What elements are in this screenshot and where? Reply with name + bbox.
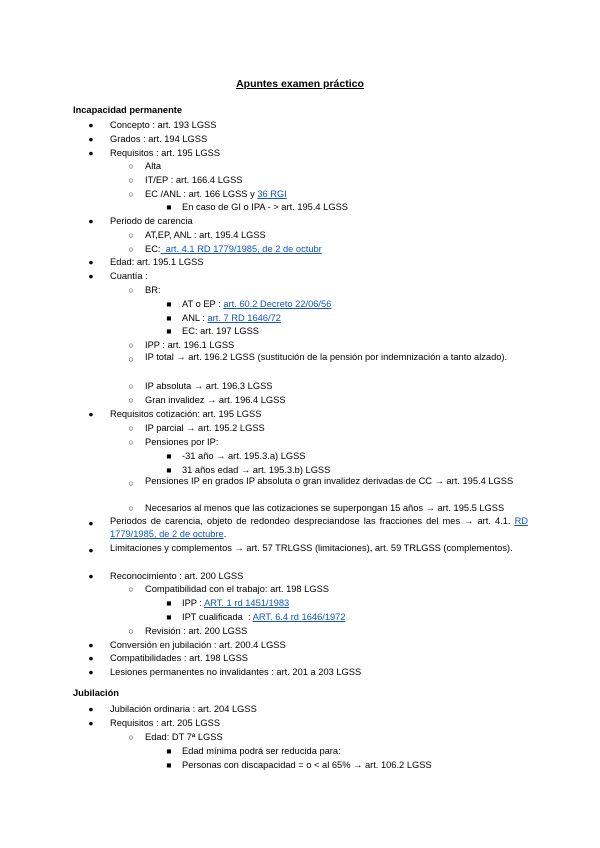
list-item: Personas con discapacidad = o < al 65% → art. 106.2 LGSS (182, 760, 432, 770)
bullet: ○ (128, 584, 134, 594)
bullet: ○ (128, 478, 134, 488)
bullet: ● (88, 120, 94, 130)
list-item: Concepto : art. 193 LGSS (110, 120, 217, 130)
list-item: Jubilación ordinaria : art. 204 LGSS (110, 704, 257, 714)
list-item: Edad: DT 7ª LGSS (145, 732, 223, 742)
list-item: Pensiones por IP: (145, 437, 219, 447)
document-title: Apuntes examen práctico (236, 78, 364, 90)
bullet: ○ (128, 732, 134, 742)
bullet: ● (88, 216, 94, 226)
bullet: ● (88, 134, 94, 144)
bullet: ○ (128, 354, 134, 364)
bullet: ■ (166, 326, 172, 336)
list-item: Requisitos : art. 195 LGSS (110, 148, 221, 158)
list-item: Compatibilidad con el trabajo: art. 198 LGSS (145, 584, 329, 594)
bullet: ● (88, 518, 94, 528)
bullet: ○ (128, 340, 134, 350)
bullet: ● (88, 718, 94, 728)
list-item (182, 611, 346, 623)
bullet: ● (88, 704, 94, 714)
list-item: 31 años edad → art. 195.3.b) LGSS (182, 465, 331, 475)
bullet: ○ (128, 189, 134, 199)
bullet: ■ (166, 313, 172, 323)
bullet: ○ (128, 161, 134, 171)
section-heading-incapacidad: Incapacidad permanente (73, 105, 183, 115)
ref-link[interactable]: ART. 6.4 rd 1646/1972 (252, 612, 346, 622)
bullet: ■ (166, 746, 172, 756)
bullet: ■ (166, 451, 172, 461)
ref-link[interactable]: art. 60.2 Decreto 22/06/56 (223, 299, 332, 309)
bullet: ○ (128, 503, 134, 513)
bullet: ■ (166, 465, 172, 475)
list-item: Pensiones IP en grados IP absoluta o gran invalidez derivadas de CC → art. 195.4 LGSS (145, 476, 514, 486)
list-item (145, 188, 287, 200)
list-item: IT/EP : art. 166.4 LGSS (145, 175, 243, 185)
list-item: Requisitos : art. 205 LGSS (110, 718, 221, 728)
list-item: Edad mínima podrá ser reducida para: (182, 746, 341, 756)
bullet: ○ (128, 244, 134, 254)
list-item: IP total → art. 196.2 LGSS (sustitución de la pensión por indemnización a tanto alzado). (145, 352, 508, 362)
list-item-text: ANL : (182, 313, 208, 323)
list-item (145, 243, 322, 255)
list-item: BR: (145, 285, 161, 295)
bullet: ● (88, 571, 94, 581)
bullet: ○ (128, 285, 134, 295)
list-item: IP absoluta → art. 196.3 LGSS (145, 381, 273, 391)
list-item: Compatibilidades : art. 198 LGSS (110, 653, 248, 663)
ref-link[interactable]: RD 1779/1985, de 2 de octubre (110, 516, 528, 539)
list-item: IP parcial → art. 195.2 LGSS (145, 423, 265, 433)
bullet: ■ (166, 299, 172, 309)
list-item: Revisión : art. 200 LGSS (145, 626, 248, 636)
bullet: ● (88, 545, 94, 555)
bullet: ● (88, 148, 94, 158)
list-item-text: IPP : (182, 598, 205, 608)
list-item: En caso de GI o IPA - > art. 195.4 LGSS (182, 202, 348, 212)
list-item: Lesiones permanentes no invalidantes : art. 201 a 203 LGSS (110, 667, 362, 677)
list-item (182, 298, 331, 310)
bullet: ● (88, 257, 94, 267)
section-heading-jubilacion: Jubilación (73, 688, 119, 698)
list-item: Reconocimiento : art. 200 LGSS (110, 571, 244, 581)
list-item-text: . (223, 529, 227, 539)
ref-link[interactable]: art. 7 RD 1646/72 (207, 313, 281, 323)
bullet: ● (88, 667, 94, 677)
bullet: ○ (128, 423, 134, 433)
bullet: ○ (128, 175, 134, 185)
list-item: -31 año → art. 195.3.a) LGSS (182, 451, 306, 461)
bullet: ■ (166, 760, 172, 770)
ref-link[interactable]: ART. 1 rd 1451/1983 (204, 598, 290, 608)
bullet: ○ (128, 626, 134, 636)
list-item-text: AT o EP : (182, 299, 224, 309)
list-item: IPP : art. 196.1 LGSS (145, 340, 235, 350)
list-item-text: Periodos de carencia, objeto de redondeo despreciandose las fracciones del mes → art. 4.1. (110, 516, 511, 526)
bullet: ○ (128, 230, 134, 240)
bullet: ○ (128, 381, 134, 391)
list-item: Gran invalidez → art. 196.4 LGSS (145, 395, 286, 405)
list-item: Edad: art. 195.1 LGSS (110, 257, 204, 267)
bullet: ● (88, 653, 94, 663)
list-item (182, 597, 289, 609)
list-item: Grados : art. 194 LGSS (110, 134, 208, 144)
ref-link[interactable]: art. 4.1 RD 1779/1985, de 2 de octubr (160, 244, 322, 254)
list-item: Limitaciones y complementos → art. 57 TRLGSS (limitaciones), art. 59 TRLGSS (complementos). (110, 543, 513, 553)
bullet: ○ (128, 437, 134, 447)
list-item (110, 515, 528, 541)
bullet: ■ (166, 612, 172, 622)
list-item-text: EC: (145, 244, 161, 254)
bullet: ■ (166, 202, 172, 212)
bullet: ● (88, 409, 94, 419)
bullet: ● (88, 271, 94, 281)
list-item: Cuantía : (110, 271, 148, 281)
list-item: EC: art. 197 LGSS (182, 326, 259, 336)
bullet: ● (88, 640, 94, 650)
bullet: ○ (128, 395, 134, 405)
list-item-text: EC /ANL : art. 166 LGSS y (145, 189, 258, 199)
bullet: ■ (166, 598, 172, 608)
ref-link[interactable]: 36 RGI (257, 189, 287, 199)
list-item: Alta (145, 161, 162, 171)
list-item (182, 312, 281, 324)
list-item: Requisitos cotización: art. 195 LGSS (110, 409, 262, 419)
list-item: Conversión en jubilación : art. 200.4 LGSS (110, 640, 286, 650)
list-item-text: IPT cualificada : (182, 612, 253, 622)
list-item: AT,EP, ANL : art. 195.4 LGSS (145, 230, 266, 240)
list-item: Periodo de carencia (110, 216, 193, 226)
list-item: Necesarios al menos que las cotizaciones se superpongan 15 años → art. 195.5 LGSS (145, 503, 505, 513)
